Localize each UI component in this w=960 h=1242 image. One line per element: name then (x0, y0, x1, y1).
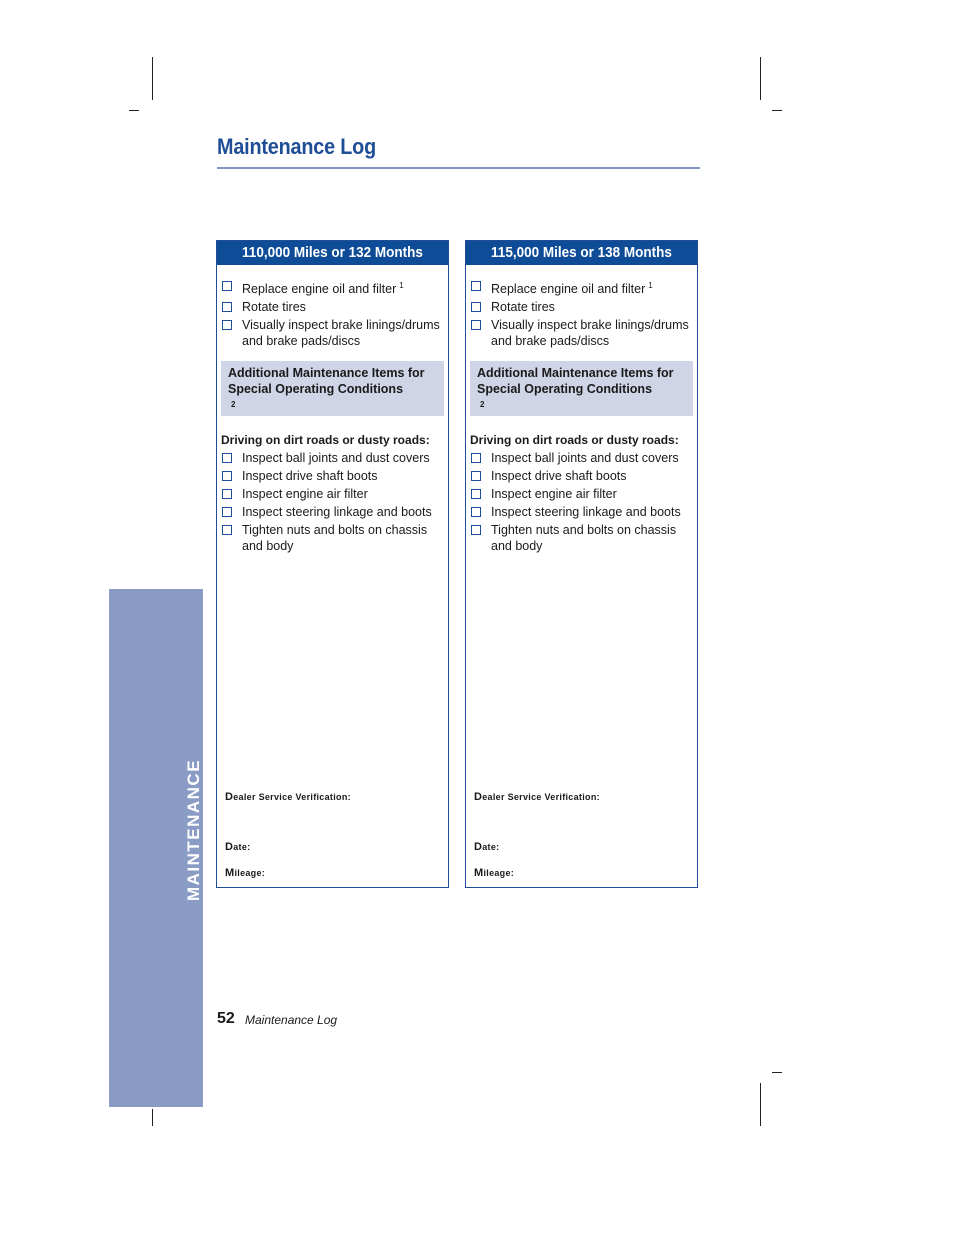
sidebar-label: MAINTENANCE (184, 758, 203, 902)
checklist-item[interactable] (222, 504, 448, 520)
crop-mark (152, 57, 153, 100)
checkbox-icon[interactable] (471, 320, 481, 330)
checklist-item[interactable] (222, 468, 448, 484)
additional-title: Special Operating Conditions (228, 382, 404, 397)
maintenance-card-115000 (465, 240, 698, 888)
checklist-item[interactable] (222, 317, 448, 349)
standard-items (217, 265, 448, 349)
item-label: Rotate tires (242, 300, 306, 315)
checkbox-icon[interactable] (471, 507, 481, 517)
checklist-item[interactable] (471, 317, 697, 349)
crop-mark (760, 57, 761, 100)
crop-mark (129, 110, 139, 111)
card-header (466, 241, 697, 265)
item-label: Tighten nuts and bolts on chassis and body (242, 523, 428, 554)
checkbox-icon[interactable] (222, 489, 232, 499)
additional-items-box (470, 361, 693, 416)
checklist-item[interactable] (222, 450, 448, 466)
footnote-ref: 1 (648, 281, 653, 290)
additional-title: Additional Maintenance Items for (477, 366, 674, 381)
checkbox-icon[interactable] (471, 489, 481, 499)
checkbox-icon[interactable] (222, 302, 232, 312)
item-label: Inspect ball joints and dust covers (242, 451, 430, 466)
checkbox-icon[interactable] (222, 471, 232, 481)
checklist-item[interactable] (222, 486, 448, 502)
checkbox-icon[interactable] (471, 525, 481, 535)
checkbox-icon[interactable] (222, 281, 232, 291)
checkbox-icon[interactable] (471, 302, 481, 312)
dealer-verification-label: Dealer Service Verification: (474, 791, 600, 803)
footnote-ref: 2 (231, 400, 236, 410)
footnote-ref: 1 (399, 281, 404, 290)
card-header (217, 241, 448, 265)
checklist-item[interactable] (471, 299, 697, 315)
crop-mark (772, 110, 782, 111)
date-label: Date: (225, 841, 251, 853)
item-label: Inspect drive shaft boots (491, 469, 627, 484)
footnote-ref: 2 (480, 400, 485, 410)
item-label: Tighten nuts and bolts on chassis and body (491, 523, 677, 554)
checkbox-icon[interactable] (471, 453, 481, 463)
item-label: Replace engine oil and filter (242, 282, 397, 297)
checklist-item[interactable] (222, 278, 448, 297)
page-title: Maintenance Log (217, 134, 377, 159)
item-label: Inspect steering linkage and boots (242, 505, 432, 520)
standard-items (466, 265, 697, 349)
date-label: Date: (474, 841, 500, 853)
condition-items (466, 450, 697, 554)
checklist-item[interactable] (222, 299, 448, 315)
dealer-verification-label: Dealer Service Verification: (225, 791, 351, 803)
item-label: Replace engine oil and filter (491, 282, 646, 297)
condition-heading: Driving on dirt roads or dusty roads: (470, 433, 679, 448)
checkbox-icon[interactable] (222, 525, 232, 535)
additional-title: Special Operating Conditions (477, 382, 653, 397)
item-label: Inspect steering linkage and boots (491, 505, 681, 520)
checklist-item[interactable] (471, 504, 697, 520)
item-label: Inspect engine air filter (242, 487, 368, 502)
checklist-item[interactable] (471, 468, 697, 484)
condition-items (217, 450, 448, 554)
page-number: 52 (217, 1010, 235, 1027)
checklist-item[interactable] (222, 522, 448, 554)
footer-section-label: Maintenance Log (245, 1013, 338, 1027)
condition-heading: Driving on dirt roads or dusty roads: (221, 433, 430, 448)
checkbox-icon[interactable] (222, 453, 232, 463)
crop-mark (772, 1072, 782, 1073)
mileage-label: Mileage: (225, 867, 266, 879)
checklist-item[interactable] (471, 522, 697, 554)
item-label: Inspect engine air filter (491, 487, 617, 502)
crop-mark (760, 1083, 761, 1126)
title-divider (217, 167, 700, 169)
additional-items-box (221, 361, 444, 416)
checklist-item[interactable] (471, 278, 697, 297)
checkbox-icon[interactable] (471, 281, 481, 291)
item-label: Inspect ball joints and dust covers (491, 451, 679, 466)
checklist-item[interactable] (471, 486, 697, 502)
item-label: Rotate tires (491, 300, 555, 315)
card-header-label: 115,000 Miles or 138 Months (491, 244, 672, 261)
checkbox-icon[interactable] (222, 320, 232, 330)
mileage-label: Mileage: (474, 867, 515, 879)
item-label: Inspect drive shaft boots (242, 469, 378, 484)
crop-mark (152, 1109, 153, 1126)
checklist-item[interactable] (471, 450, 697, 466)
item-label: Visually inspect brake linings/drums and brake pads/discs (491, 318, 689, 349)
item-label: Visually inspect brake linings/drums and brake pads/discs (242, 318, 440, 349)
additional-title: Additional Maintenance Items for (228, 366, 425, 381)
checkbox-icon[interactable] (222, 507, 232, 517)
card-header-label: 110,000 Miles or 132 Months (242, 244, 423, 261)
maintenance-card-110000 (216, 240, 449, 888)
checkbox-icon[interactable] (471, 471, 481, 481)
